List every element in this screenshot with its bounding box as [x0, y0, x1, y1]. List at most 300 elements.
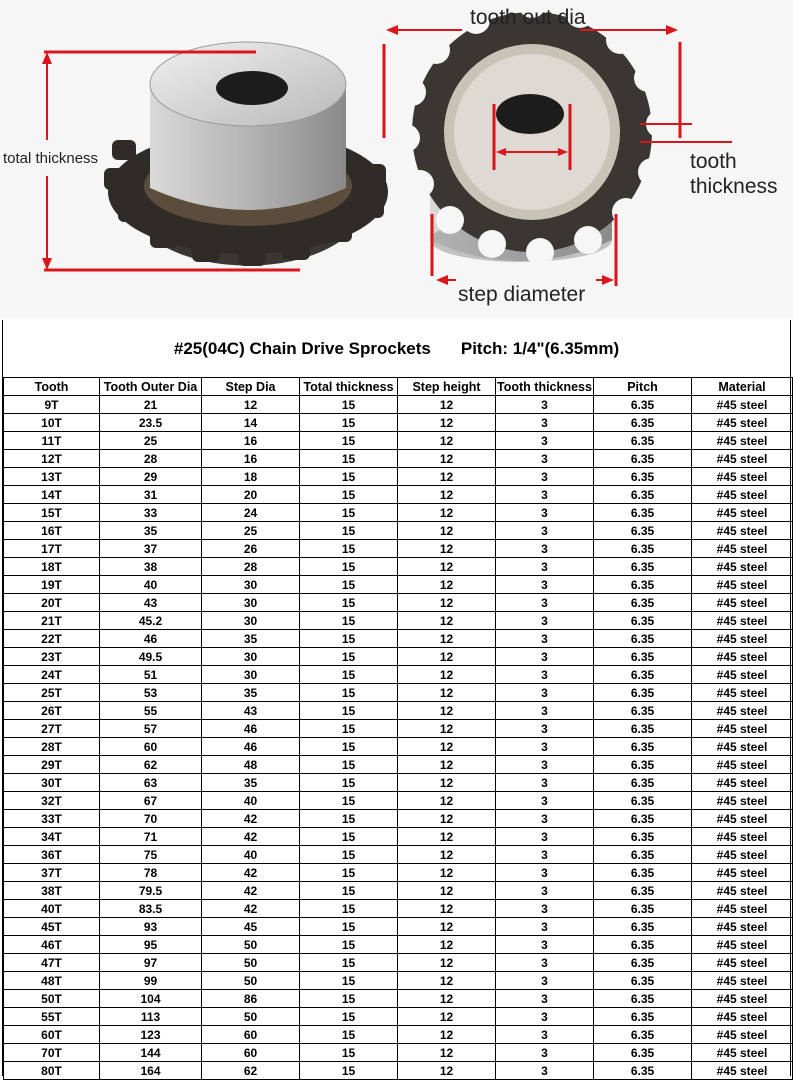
- table-row: [4, 630, 793, 648]
- cell-tooth: 60T: [4, 1026, 100, 1044]
- cell-tooth-thickness: 3: [496, 810, 594, 828]
- table-row: [4, 486, 793, 504]
- cell-material: #45 steel: [692, 738, 793, 756]
- cell-step-height: 12: [398, 666, 496, 684]
- cell-tooth-outer-dia: 21: [100, 396, 202, 414]
- cell-total-thickness: 15: [300, 882, 398, 900]
- cell-step-height: 12: [398, 1062, 496, 1080]
- cell-step-height: 12: [398, 846, 496, 864]
- cell-tooth-outer-dia: 25: [100, 432, 202, 450]
- cell-tooth-outer-dia: 93: [100, 918, 202, 936]
- cell-step-dia: 35: [202, 684, 300, 702]
- tooth-out-dia-label: tooth out dia: [470, 6, 586, 29]
- cell-step-height: 12: [398, 720, 496, 738]
- cell-step-dia: 35: [202, 774, 300, 792]
- cell-tooth-thickness: 3: [496, 432, 594, 450]
- table-row: [4, 1062, 793, 1080]
- cell-tooth-outer-dia: 70: [100, 810, 202, 828]
- cell-tooth-thickness: 3: [496, 846, 594, 864]
- cell-tooth: 47T: [4, 954, 100, 972]
- table-row: [4, 864, 793, 882]
- cell-step-dia: 45: [202, 918, 300, 936]
- cell-tooth-outer-dia: 95: [100, 936, 202, 954]
- table-row: [4, 594, 793, 612]
- cell-step-height: 12: [398, 630, 496, 648]
- cell-tooth: 45T: [4, 918, 100, 936]
- col-header-tooth-outer-dia: Tooth Outer Dia: [100, 378, 202, 396]
- table-row: [4, 792, 793, 810]
- cell-material: #45 steel: [692, 414, 793, 432]
- cell-pitch: 6.35: [594, 846, 692, 864]
- cell-step-dia: 30: [202, 666, 300, 684]
- cell-tooth-thickness: 3: [496, 882, 594, 900]
- cell-pitch: 6.35: [594, 486, 692, 504]
- step-diameter-label: step diameter: [458, 283, 586, 306]
- cell-tooth: 37T: [4, 864, 100, 882]
- table-row: [4, 666, 793, 684]
- cell-step-height: 12: [398, 396, 496, 414]
- tooth-thickness-label-line1: tooth: [690, 150, 737, 173]
- cell-total-thickness: 15: [300, 468, 398, 486]
- cell-step-dia: 14: [202, 414, 300, 432]
- cell-tooth-thickness: 3: [496, 558, 594, 576]
- cell-tooth: 32T: [4, 792, 100, 810]
- cell-step-height: 12: [398, 900, 496, 918]
- cell-material: #45 steel: [692, 486, 793, 504]
- cell-step-dia: 42: [202, 882, 300, 900]
- title-main: #25(04C) Chain Drive Sprockets: [173, 338, 431, 358]
- cell-pitch: 6.35: [594, 756, 692, 774]
- cell-tooth-outer-dia: 53: [100, 684, 202, 702]
- cell-total-thickness: 15: [300, 900, 398, 918]
- cell-tooth-thickness: 3: [496, 972, 594, 990]
- cell-step-height: 12: [398, 702, 496, 720]
- cell-tooth-thickness: 3: [496, 486, 594, 504]
- cell-tooth: 9T: [4, 396, 100, 414]
- cell-total-thickness: 15: [300, 504, 398, 522]
- cell-tooth: 80T: [4, 1062, 100, 1080]
- cell-pitch: 6.35: [594, 1062, 692, 1080]
- table-header-row: [4, 378, 793, 396]
- cell-tooth-thickness: 3: [496, 1044, 594, 1062]
- cell-pitch: 6.35: [594, 450, 692, 468]
- cell-tooth-outer-dia: 57: [100, 720, 202, 738]
- cell-material: #45 steel: [692, 468, 793, 486]
- col-header-step-dia: Step Dia: [202, 378, 300, 396]
- cell-pitch: 6.35: [594, 954, 692, 972]
- cell-material: #45 steel: [692, 828, 793, 846]
- cell-material: #45 steel: [692, 864, 793, 882]
- cell-total-thickness: 15: [300, 450, 398, 468]
- cell-total-thickness: 15: [300, 558, 398, 576]
- cell-pitch: 6.35: [594, 990, 692, 1008]
- cell-tooth: 34T: [4, 828, 100, 846]
- cell-material: #45 steel: [692, 846, 793, 864]
- cell-total-thickness: 15: [300, 396, 398, 414]
- cell-material: #45 steel: [692, 684, 793, 702]
- table-row: [4, 396, 793, 414]
- cell-step-dia: 28: [202, 558, 300, 576]
- cell-step-height: 12: [398, 522, 496, 540]
- cell-step-height: 12: [398, 612, 496, 630]
- table-row: [4, 738, 793, 756]
- cell-tooth: 70T: [4, 1044, 100, 1062]
- cell-material: #45 steel: [692, 504, 793, 522]
- cell-step-dia: 50: [202, 936, 300, 954]
- cell-step-dia: 42: [202, 810, 300, 828]
- cell-step-height: 12: [398, 972, 496, 990]
- cell-tooth-thickness: 3: [496, 468, 594, 486]
- table-row: [4, 936, 793, 954]
- cell-pitch: 6.35: [594, 612, 692, 630]
- cell-material: #45 steel: [692, 576, 793, 594]
- cell-tooth: 25T: [4, 684, 100, 702]
- table-row: [4, 918, 793, 936]
- cell-tooth-outer-dia: 38: [100, 558, 202, 576]
- cell-step-height: 12: [398, 486, 496, 504]
- cell-tooth: 12T: [4, 450, 100, 468]
- cell-step-height: 12: [398, 990, 496, 1008]
- cell-material: #45 steel: [692, 1044, 793, 1062]
- cell-tooth: 13T: [4, 468, 100, 486]
- table-row: [4, 558, 793, 576]
- cell-material: #45 steel: [692, 1026, 793, 1044]
- cell-tooth-outer-dia: 104: [100, 990, 202, 1008]
- cell-step-height: 12: [398, 774, 496, 792]
- cell-tooth: 40T: [4, 900, 100, 918]
- cell-tooth-outer-dia: 97: [100, 954, 202, 972]
- cell-material: #45 steel: [692, 720, 793, 738]
- cell-pitch: 6.35: [594, 774, 692, 792]
- cell-tooth-thickness: 3: [496, 576, 594, 594]
- cell-tooth-outer-dia: 33: [100, 504, 202, 522]
- cell-tooth-thickness: 3: [496, 954, 594, 972]
- sheet-title: [3, 320, 790, 377]
- cell-pitch: 6.35: [594, 576, 692, 594]
- cell-material: #45 steel: [692, 648, 793, 666]
- cell-tooth-thickness: 3: [496, 684, 594, 702]
- cell-total-thickness: 15: [300, 540, 398, 558]
- cell-tooth: 27T: [4, 720, 100, 738]
- cell-step-dia: 25: [202, 522, 300, 540]
- cell-tooth-outer-dia: 113: [100, 1008, 202, 1026]
- cell-material: #45 steel: [692, 522, 793, 540]
- table-row: [4, 954, 793, 972]
- cell-material: #45 steel: [692, 792, 793, 810]
- cell-step-height: 12: [398, 648, 496, 666]
- cell-tooth-thickness: 3: [496, 648, 594, 666]
- cell-pitch: 6.35: [594, 594, 692, 612]
- cell-step-height: 12: [398, 738, 496, 756]
- cell-tooth-thickness: 3: [496, 594, 594, 612]
- cell-total-thickness: 15: [300, 666, 398, 684]
- cell-total-thickness: 15: [300, 630, 398, 648]
- cell-step-height: 12: [398, 1008, 496, 1026]
- table-row: [4, 972, 793, 990]
- cell-step-dia: 62: [202, 1062, 300, 1080]
- cell-tooth-outer-dia: 75: [100, 846, 202, 864]
- cell-tooth: 28T: [4, 738, 100, 756]
- cell-tooth: 11T: [4, 432, 100, 450]
- cell-total-thickness: 15: [300, 594, 398, 612]
- cell-tooth: 23T: [4, 648, 100, 666]
- cell-step-height: 12: [398, 558, 496, 576]
- cell-total-thickness: 15: [300, 576, 398, 594]
- cell-total-thickness: 15: [300, 612, 398, 630]
- table-row: [4, 810, 793, 828]
- table-row: [4, 522, 793, 540]
- cell-step-dia: 46: [202, 720, 300, 738]
- cell-step-height: 12: [398, 594, 496, 612]
- table-row: [4, 1026, 793, 1044]
- cell-material: #45 steel: [692, 666, 793, 684]
- cell-step-dia: 42: [202, 900, 300, 918]
- cell-step-height: 12: [398, 540, 496, 558]
- cell-pitch: 6.35: [594, 540, 692, 558]
- cell-total-thickness: 15: [300, 774, 398, 792]
- cell-tooth-thickness: 3: [496, 828, 594, 846]
- title-pitch: Pitch: 1/4"(6.35mm): [460, 338, 620, 358]
- cell-tooth-outer-dia: 67: [100, 792, 202, 810]
- cell-step-dia: 16: [202, 432, 300, 450]
- table-row: [4, 756, 793, 774]
- cell-tooth-outer-dia: 71: [100, 828, 202, 846]
- cell-step-dia: 26: [202, 540, 300, 558]
- cell-pitch: 6.35: [594, 468, 692, 486]
- cell-step-dia: 40: [202, 792, 300, 810]
- cell-total-thickness: 15: [300, 684, 398, 702]
- cell-material: #45 steel: [692, 756, 793, 774]
- sprocket-illustration: [0, 0, 793, 318]
- col-header-tooth-thickness: Tooth thickness: [497, 379, 592, 394]
- cell-step-dia: 50: [202, 972, 300, 990]
- cell-tooth-outer-dia: 83.5: [100, 900, 202, 918]
- cell-pitch: 6.35: [594, 810, 692, 828]
- cell-total-thickness: 15: [300, 1062, 398, 1080]
- cell-step-dia: 30: [202, 576, 300, 594]
- cell-tooth: 14T: [4, 486, 100, 504]
- cell-total-thickness: 15: [300, 522, 398, 540]
- cell-tooth-outer-dia: 23.5: [100, 414, 202, 432]
- cell-tooth-thickness: 3: [496, 900, 594, 918]
- left-sprocket: [104, 42, 388, 266]
- table-row: [4, 576, 793, 594]
- cell-tooth-outer-dia: 46: [100, 630, 202, 648]
- cell-total-thickness: 15: [300, 432, 398, 450]
- cell-step-height: 12: [398, 828, 496, 846]
- table-row: [4, 612, 793, 630]
- cell-tooth-thickness: 3: [496, 504, 594, 522]
- table-row: [4, 648, 793, 666]
- cell-step-dia: 16: [202, 450, 300, 468]
- table-row: [4, 1044, 793, 1062]
- right-sprocket: [392, 0, 674, 266]
- table-row: [4, 846, 793, 864]
- cell-total-thickness: 15: [300, 846, 398, 864]
- cell-material: #45 steel: [692, 594, 793, 612]
- cell-pitch: 6.35: [594, 936, 692, 954]
- cell-total-thickness: 15: [300, 918, 398, 936]
- table-row: [4, 774, 793, 792]
- col-header-total-thickness: Total thickness: [300, 378, 398, 396]
- table-row: [4, 468, 793, 486]
- cell-step-height: 12: [398, 918, 496, 936]
- table-row: [4, 702, 793, 720]
- cell-tooth-outer-dia: 35: [100, 522, 202, 540]
- cell-tooth: 55T: [4, 1008, 100, 1026]
- cell-tooth-outer-dia: 29: [100, 468, 202, 486]
- cell-tooth: 16T: [4, 522, 100, 540]
- cell-tooth-outer-dia: 164: [100, 1062, 202, 1080]
- cell-total-thickness: 15: [300, 972, 398, 990]
- cell-tooth: 20T: [4, 594, 100, 612]
- cell-material: #45 steel: [692, 936, 793, 954]
- cell-pitch: 6.35: [594, 1026, 692, 1044]
- table-row: [4, 684, 793, 702]
- cell-material: #45 steel: [692, 774, 793, 792]
- cell-tooth: 22T: [4, 630, 100, 648]
- total-thickness-label: total thickness: [3, 150, 99, 167]
- cell-step-height: 12: [398, 450, 496, 468]
- cell-material: #45 steel: [692, 630, 793, 648]
- cell-tooth: 36T: [4, 846, 100, 864]
- cell-pitch: 6.35: [594, 1044, 692, 1062]
- table-row: [4, 540, 793, 558]
- cell-step-dia: 24: [202, 504, 300, 522]
- cell-material: #45 steel: [692, 1008, 793, 1026]
- spec-sheet: [2, 320, 791, 1076]
- cell-step-height: 12: [398, 468, 496, 486]
- cell-pitch: 6.35: [594, 864, 692, 882]
- cell-tooth-thickness: 3: [496, 450, 594, 468]
- col-header-step-height: Step height: [398, 378, 496, 396]
- cell-tooth-outer-dia: 79.5: [100, 882, 202, 900]
- cell-total-thickness: 15: [300, 414, 398, 432]
- table-row: [4, 720, 793, 738]
- cell-tooth: 50T: [4, 990, 100, 1008]
- table-row: [4, 450, 793, 468]
- cell-material: #45 steel: [692, 954, 793, 972]
- cell-tooth-thickness: 3: [496, 1026, 594, 1044]
- cell-step-dia: 12: [202, 396, 300, 414]
- cell-step-dia: 50: [202, 1008, 300, 1026]
- cell-tooth-outer-dia: 31: [100, 486, 202, 504]
- table-row: [4, 1008, 793, 1026]
- cell-step-height: 12: [398, 954, 496, 972]
- cell-tooth: 26T: [4, 702, 100, 720]
- cell-total-thickness: 15: [300, 720, 398, 738]
- cell-step-height: 12: [398, 810, 496, 828]
- cell-pitch: 6.35: [594, 1008, 692, 1026]
- cell-tooth: 19T: [4, 576, 100, 594]
- cell-step-height: 12: [398, 792, 496, 810]
- cell-total-thickness: 15: [300, 954, 398, 972]
- cell-tooth-outer-dia: 60: [100, 738, 202, 756]
- cell-tooth-thickness: 3: [496, 756, 594, 774]
- cell-step-height: 12: [398, 882, 496, 900]
- cell-material: #45 steel: [692, 900, 793, 918]
- cell-tooth-outer-dia: 55: [100, 702, 202, 720]
- cell-step-height: 12: [398, 864, 496, 882]
- cell-tooth-thickness: 3: [496, 720, 594, 738]
- cell-pitch: 6.35: [594, 396, 692, 414]
- cell-step-dia: 30: [202, 612, 300, 630]
- cell-tooth: 21T: [4, 612, 100, 630]
- cell-total-thickness: 15: [300, 1044, 398, 1062]
- cell-step-height: 12: [398, 576, 496, 594]
- cell-tooth-outer-dia: 99: [100, 972, 202, 990]
- cell-pitch: 6.35: [594, 792, 692, 810]
- cell-tooth-thickness: 3: [496, 396, 594, 414]
- cell-tooth: 24T: [4, 666, 100, 684]
- table-row: [4, 900, 793, 918]
- cell-pitch: 6.35: [594, 702, 692, 720]
- cell-tooth-thickness: 3: [496, 918, 594, 936]
- cell-step-dia: 35: [202, 630, 300, 648]
- cell-total-thickness: 15: [300, 936, 398, 954]
- cell-tooth-outer-dia: 28: [100, 450, 202, 468]
- cell-material: #45 steel: [692, 972, 793, 990]
- cell-material: #45 steel: [692, 702, 793, 720]
- cell-step-dia: 60: [202, 1026, 300, 1044]
- cell-pitch: 6.35: [594, 738, 692, 756]
- cell-pitch: 6.35: [594, 414, 692, 432]
- spec-table: [3, 377, 793, 1080]
- cell-pitch: 6.35: [594, 504, 692, 522]
- cell-step-dia: 18: [202, 468, 300, 486]
- cell-tooth: 29T: [4, 756, 100, 774]
- cell-tooth-thickness: 3: [496, 666, 594, 684]
- cell-step-dia: 40: [202, 846, 300, 864]
- cell-tooth-thickness: 3: [496, 540, 594, 558]
- cell-tooth-outer-dia: 45.2: [100, 612, 202, 630]
- cell-step-dia: 48: [202, 756, 300, 774]
- cell-pitch: 6.35: [594, 972, 692, 990]
- cell-material: #45 steel: [692, 540, 793, 558]
- cell-tooth-outer-dia: 49.5: [100, 648, 202, 666]
- cell-tooth: 10T: [4, 414, 100, 432]
- cell-pitch: 6.35: [594, 828, 692, 846]
- cell-material: #45 steel: [692, 1062, 793, 1080]
- cell-total-thickness: 15: [300, 828, 398, 846]
- cell-step-height: 12: [398, 756, 496, 774]
- cell-step-height: 12: [398, 936, 496, 954]
- cell-tooth-thickness: 3: [496, 864, 594, 882]
- cell-material: #45 steel: [692, 612, 793, 630]
- col-header-pitch: Pitch: [594, 378, 692, 396]
- cell-total-thickness: 15: [300, 792, 398, 810]
- cell-total-thickness: 15: [300, 738, 398, 756]
- cell-step-dia: 60: [202, 1044, 300, 1062]
- cell-total-thickness: 15: [300, 486, 398, 504]
- cell-total-thickness: 15: [300, 990, 398, 1008]
- cell-tooth-outer-dia: 40: [100, 576, 202, 594]
- cell-tooth-outer-dia: 37: [100, 540, 202, 558]
- cell-material: #45 steel: [692, 432, 793, 450]
- cell-material: #45 steel: [692, 558, 793, 576]
- cell-step-height: 12: [398, 1026, 496, 1044]
- cell-step-dia: 30: [202, 648, 300, 666]
- cell-tooth-thickness: 3: [496, 792, 594, 810]
- cell-tooth-thickness: 3: [496, 1008, 594, 1026]
- cell-total-thickness: 15: [300, 810, 398, 828]
- cell-material: #45 steel: [692, 450, 793, 468]
- cell-pitch: 6.35: [594, 900, 692, 918]
- cell-total-thickness: 15: [300, 1026, 398, 1044]
- table-row: [4, 414, 793, 432]
- cell-pitch: 6.35: [594, 522, 692, 540]
- cell-tooth: 15T: [4, 504, 100, 522]
